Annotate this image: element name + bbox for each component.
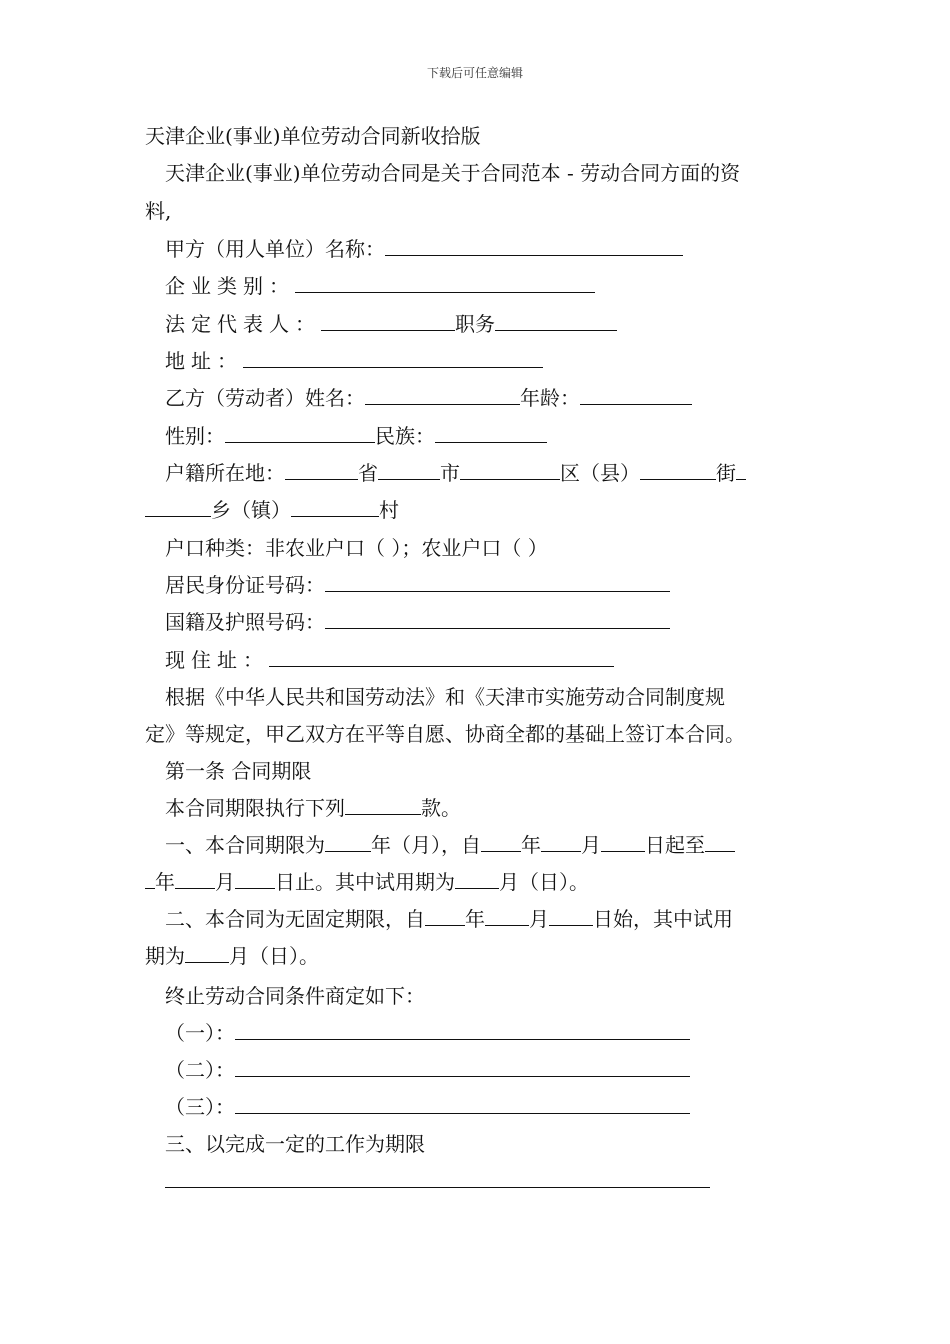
party-a-name-label: 甲方（用人单位）名称：	[165, 237, 385, 261]
enterprise-category-blank[interactable]	[295, 274, 595, 293]
hukou-row-1	[165, 461, 746, 485]
gender-label: 性别：	[165, 424, 225, 448]
clause-2-text-c: 月	[529, 907, 549, 931]
township-label: 乡（镇）	[211, 498, 291, 522]
clause-2-line-1	[165, 907, 733, 931]
clause-1-line-1	[165, 833, 735, 857]
clause-2-text-d: 日始，其中试用	[593, 907, 733, 931]
enterprise-category-label: 企业类别：	[165, 274, 295, 298]
passport-label: 国籍及护照号码：	[165, 610, 325, 634]
clause-1-start-year-blank[interactable]	[481, 833, 521, 852]
passport-row	[165, 610, 670, 634]
condition-3-row	[165, 1095, 690, 1119]
party-a-address-blank[interactable]	[243, 349, 543, 368]
condition-2-row	[165, 1058, 690, 1082]
legal-rep-row	[165, 312, 617, 336]
position-label: 职务	[455, 312, 495, 336]
id-number-blank[interactable]	[325, 573, 670, 592]
term-select-blank[interactable]	[345, 796, 421, 815]
village-blank[interactable]	[291, 498, 379, 517]
province-label: 省	[358, 461, 378, 485]
district-blank[interactable]	[460, 461, 560, 480]
clause-1-text-c: 年	[521, 833, 541, 857]
termination-intro: 终止劳动合同条件商定如下：	[165, 984, 425, 1008]
clause-1-text-h: 日止。其中试用期为	[275, 870, 455, 894]
basis-line-1: 根据《中华人民共和国劳动法》和《天津市实施劳动合同制度规	[165, 685, 725, 709]
position-blank[interactable]	[495, 312, 617, 331]
district-label: 区（县）	[560, 461, 640, 485]
clause-1-text-b: 年（月），自	[371, 833, 481, 857]
legal-rep-label: 法定代表人：	[165, 312, 321, 336]
condition-3-blank[interactable]	[235, 1095, 690, 1114]
clause-2-text-f: 月（日）。	[229, 944, 319, 968]
hukou-row-2	[145, 498, 399, 522]
intro-line-2: 料,	[145, 199, 172, 223]
clause-2-year-blank[interactable]	[425, 907, 465, 926]
current-address-blank[interactable]	[269, 648, 614, 667]
condition-2-label: （二）：	[165, 1058, 235, 1082]
condition-2-blank[interactable]	[235, 1058, 690, 1077]
city-blank[interactable]	[378, 461, 440, 480]
condition-1-row	[165, 1021, 690, 1045]
clause-1-text-f: 年	[155, 870, 175, 894]
id-number-row	[165, 573, 670, 597]
clause-2-text-a: 二、本合同为无固定期限，自	[165, 907, 425, 931]
id-number-label: 居民身份证号码：	[165, 573, 325, 597]
clause-3-blank-row	[165, 1169, 710, 1193]
clause-1-line-2	[145, 870, 589, 894]
street-blank[interactable]	[640, 461, 716, 480]
clause-2-day-blank[interactable]	[549, 907, 593, 926]
hukou-type: 户口种类：非农业户口（ ）；农业户口（ ）	[165, 536, 548, 560]
party-a-name-blank[interactable]	[385, 237, 683, 256]
legal-rep-blank[interactable]	[321, 312, 455, 331]
term-select-row	[165, 796, 461, 820]
city-label: 市	[440, 461, 460, 485]
intro-line-1: 天津企业(事业)单位劳动合同是关于合同范本 - 劳动合同方面的资	[165, 161, 741, 185]
enterprise-category-row	[165, 274, 595, 298]
hukou-label: 户籍所在地：	[165, 461, 285, 485]
province-blank[interactable]	[285, 461, 358, 480]
party-a-address-label: 地址：	[165, 349, 243, 373]
clause-1-text-g: 月	[215, 870, 235, 894]
condition-1-blank[interactable]	[235, 1021, 690, 1040]
street-blank-tail[interactable]	[736, 461, 746, 480]
passport-blank[interactable]	[325, 610, 670, 629]
clause-1-end-year-blank[interactable]	[705, 833, 735, 852]
condition-3-label: （三）：	[165, 1095, 235, 1119]
party-b-name-label: 乙方（劳动者）姓名：	[165, 386, 365, 410]
document-title: 天津企业(事业)单位劳动合同新收拾版	[145, 124, 481, 148]
clause-1-text-i: 月（日）。	[499, 870, 589, 894]
age-label: 年龄：	[520, 386, 580, 410]
current-address-row	[165, 648, 614, 672]
party-b-name-row	[165, 386, 692, 410]
clause-1-end-year-blank-tail[interactable]	[145, 870, 155, 889]
clause-3-blank[interactable]	[165, 1169, 710, 1188]
clause-1-text-a: 一、本合同期限为	[165, 833, 325, 857]
village-label: 村	[379, 498, 399, 522]
clause-1-years-blank[interactable]	[325, 833, 371, 852]
condition-1-label: （一）：	[165, 1021, 235, 1045]
clause-2-month-blank[interactable]	[485, 907, 529, 926]
street-label: 街	[716, 461, 736, 485]
current-address-label: 现住址：	[165, 648, 269, 672]
clause-2-line-2	[145, 944, 319, 968]
clause-1-start-month-blank[interactable]	[541, 833, 581, 852]
party-b-name-blank[interactable]	[365, 386, 520, 405]
age-blank[interactable]	[580, 386, 692, 405]
clause-2-text-e: 期为	[145, 944, 185, 968]
clause-1-text-e: 日起至	[645, 833, 705, 857]
clause-1-end-day-blank[interactable]	[235, 870, 275, 889]
article-1-heading: 第一条 合同期限	[165, 759, 312, 783]
term-select-label: 本合同期限执行下列	[165, 796, 345, 820]
clause-1-text-d: 月	[581, 833, 601, 857]
term-select-suffix: 款。	[421, 796, 461, 820]
party-a-address-row	[165, 349, 543, 373]
clause-2-probation-blank[interactable]	[185, 944, 229, 963]
township-blank[interactable]	[145, 498, 211, 517]
ethnicity-label: 民族：	[375, 424, 435, 448]
clause-1-probation-blank[interactable]	[455, 870, 499, 889]
page-header: 下载后可任意编辑	[426, 66, 523, 80]
clause-1-start-day-blank[interactable]	[601, 833, 645, 852]
ethnicity-blank[interactable]	[435, 424, 547, 443]
clause-2-text-b: 年	[465, 907, 485, 931]
basis-line-2: 定》等规定，甲乙双方在平等自愿、协商全都的基础上签订本合同。	[145, 722, 745, 746]
party-a-name-row	[165, 237, 683, 261]
clause-3-heading: 三、以完成一定的工作为期限	[165, 1132, 425, 1156]
gender-row	[165, 424, 547, 448]
clause-1-end-month-blank[interactable]	[175, 870, 215, 889]
gender-blank[interactable]	[225, 424, 375, 443]
